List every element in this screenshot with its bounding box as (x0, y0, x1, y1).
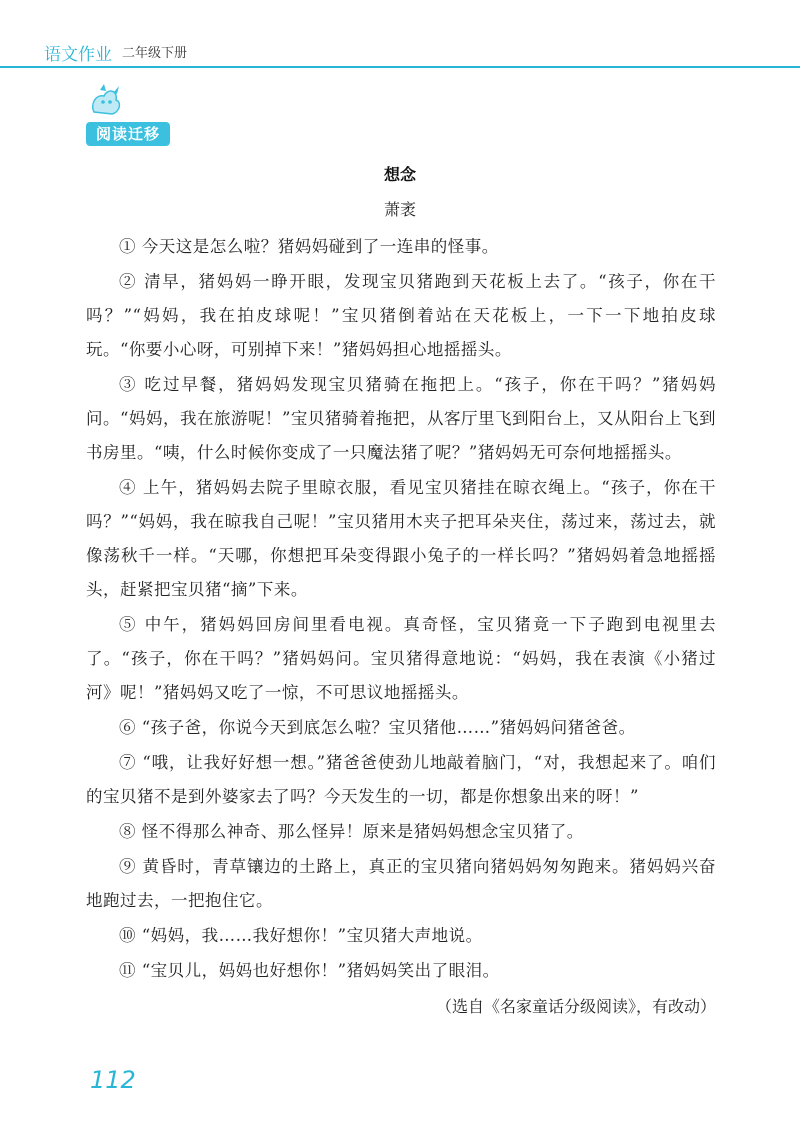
paragraph: ⑤ 中午，猪妈妈回房间里看电视。真奇怪，宝贝猪竟一下子跑到电视里去了。“孩子，你在干吗？”猪妈妈问。宝贝猪得意地说：“妈妈，我在表演《小猪过河》呢！”猪妈妈又吃了一惊，不可思议地摇摇头。 (86, 615, 716, 702)
grade-label: 二年级下册 (122, 46, 188, 61)
paragraph: ⑩ “妈妈，我……我好想你！”宝贝猪大声地说。 (119, 926, 483, 945)
header-divider (0, 66, 800, 68)
paragraph: ④ 上午，猪妈妈去院子里晾衣服，看见宝贝猪挂在晾衣绳上。“孩子，你在干吗？”“妈妈，我在晾我自己呢！”宝贝猪用木夹子把耳朵夹住，荡过来，荡过去，就像荡秋千一样。“天哪，你想把耳朵变得跟小兔子的一样长吗？”猪妈妈着急地摇摇头，赶紧把宝贝猪“摘”下来。 (86, 478, 716, 599)
section-badge (86, 82, 176, 152)
mascot-icon (86, 82, 126, 124)
paragraph: ② 清早，猪妈妈一睁开眼，发现宝贝猪跑到天花板上去了。“孩子，你在干吗？”“妈妈，我在拍皮球呢！”宝贝猪倒着站在天花板上，一下一下地拍皮球玩。“你要小心呀，可别掉下来！”猪妈妈担心地摇摇头。 (86, 272, 716, 359)
page-number: 112 (90, 1066, 136, 1094)
paragraph: ① 今天这是怎么啦？猪妈妈碰到了一连串的怪事。 (119, 237, 499, 256)
paragraph: ⑧ 怪不得那么神奇、那么怪异！原来是猪妈妈想念宝贝猪了。 (119, 822, 584, 841)
paragraph: ⑪ “宝贝儿，妈妈也好想你！”猪妈妈笑出了眼泪。 (119, 961, 500, 980)
paragraph: ③ 吃过早餐，猪妈妈发现宝贝猪骑在拖把上。“孩子，你在干吗？”猪妈妈问。“妈妈，我在旅游呢！”宝贝猪骑着拖把，从客厅里飞到阳台上，又从阳台上飞到书房里。“咦，什么时候你变成了一只魔法猪了呢？”猪妈妈无可奈何地摇摇头。 (86, 375, 716, 462)
paragraph: ⑦ “哦，让我好好想一想。”猪爸爸使劲儿地敲着脑门，“对，我想起来了。咱们的宝贝猪不是到外婆家去了吗？今天发生的一切，都是你想象出来的呀！” (86, 753, 716, 806)
article-title: 想念 (383, 165, 416, 184)
paragraph: ⑥ “孩子爸，你说今天到底怎么啦？宝贝猪他……”猪妈妈问猪爸爸。 (119, 718, 636, 737)
article-body (86, 230, 716, 1024)
article-author: 萧袤 (383, 200, 416, 219)
article-source: （选自《名家童话分级阅读》，有改动） (435, 997, 716, 1016)
section-badge-label: 阅读迁移 (86, 122, 170, 146)
paragraph: ⑨ 黄昏时，青草镶边的土路上，真正的宝贝猪向猪妈妈匆匆跑来。猪妈妈兴奋地跑过去，一把抱住它。 (86, 857, 716, 910)
subject-label: 语文作业 (44, 45, 112, 65)
